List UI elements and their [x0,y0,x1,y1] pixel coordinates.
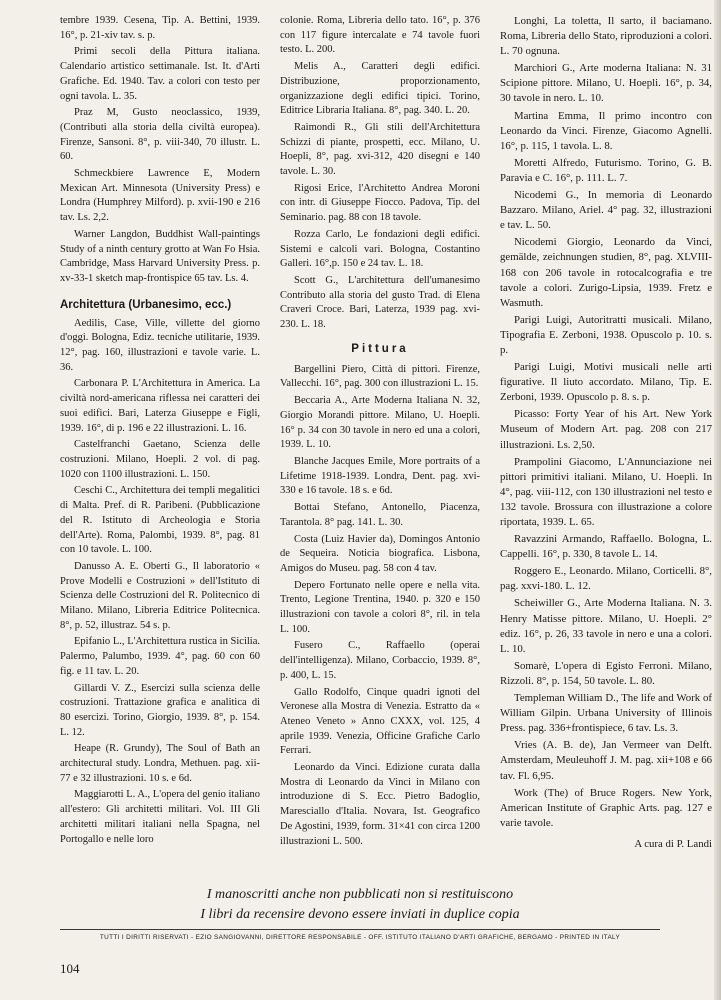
bibliography-entry: Maggiarotti L. A., L'opera del genio italiano all'estero: Gli architetti militari. Vol. III Gli architetti militari italiani nella Spagna, nel Portogallo e nelle loro [60,789,260,845]
bibliography-entry: Scheiwiller G., Arte Moderna Italiana. N. 3. Henry Matisse pittore. Milano, U. Hoepli. 2° ediz. 16°, p. 26, 33 tavole in nero e una a colori. L. 10. [500,597,712,655]
bibliography-entry: Depero Fortunato nelle opere e nella vita. Trento, Legione Trentina, 1940. p. 320 e 150 illustrazioni con tavole a colori 8°, ril. in tela L. 100. [280,579,480,635]
bibliography-entry: Martina Emma, Il primo incontro con Leonardo da Vinci. Firenze, Giacomo Agnelli. 16°, p. 115, 1 tavola. L. 8. [500,109,712,152]
bibliography-entry: Primi secoli della Pittura italiana. Calendario artistico settimanale. Ist. It. d'Arti Grafiche. Ed. 1940. Tav. a colori con testo per ogni tavola. L. 35. [60,46,260,102]
bibliography-entry: Costa (Luiz Havier da), Domingos Antonio de Sequeira. Noticia biografica. Lisbona, Amigos do Museu. pag. 58 con 4 tav. [280,533,480,574]
section-heading: Pittura [351,342,409,355]
bibliography-entry: Ravazzini Armando, Raffaello. Bologna, L. Cappelli. 16°, p. 330, 8 tavole L. 14. [500,533,712,561]
column-right [500,14,712,854]
bibliography-entry: Heape (R. Grundy), The Soul of Bath an architectural study. Londra, Methuen. pag. xii-77 e 32 illustrazioni. 10 s. e 6d. [60,743,260,784]
bibliography-entry: Epifanio L., L'Architettura rustica in Sicilia. Palermo, Palumbo, 1939. 4°, pag. 60 con 60 fig. e 11 tav. L. 20. [60,636,260,677]
editorial-notices [60,885,660,925]
bibliography-entry: Beccaria A., Arte Moderna Italiana N. 32, Giorgio Morandi pittore. Milano, U. Hoepli. 16° p. 34 con 30 tavole in nero ed una a colori, 1939. L. 10. [280,395,480,451]
bibliography-entry: Nicodemi G., In memoria di Leonardo Bazzaro. Milano, Ariel. 4° pag. 32, illustrazioni e tav. L. 50. [500,189,712,232]
bibliography-entry: Prampolini Giacomo, L'Annunciazione nei pittori primitivi italiani. Milano, U. Hoepli. In 4°, pag. viii-112, con 130 illustrazioni nel testo e 132 tavole. Brossura con illustrazione a colore riportata, 1939. L. 65. [500,455,712,528]
bibliography-entry: Parigi Luigi, Motivi musicali nelle arti figurative. Il liuto accordato. Milano, Tip. E. Zerboni, 1939. Opuscolo p. 8. s. p. [500,361,712,404]
bibliography-entry: Raimondi R., Gli stili dell'Architettura Schizzi di piante, prospetti, ecc. Milano, U. Hoepli, 8°, pag. xvi-312, 420 disegni e 140 tavole. L. 30. [280,121,480,178]
bibliography-columns [60,14,712,870]
editor-credit: A cura di P. Landi [634,837,712,850]
bibliography-entry: Picasso: Forty Year of his Art. New York Museum of Modern Art. pag. 208 con 217 illustrazioni. Ls. 2,50. [500,408,712,451]
column-middle [280,14,480,851]
bibliography-entry: Scott G., L'architettura dell'umanesimo Contributo alla storia del gusto Trad. di Elena Craveri Croce. Bari, Laterza, 1939 pag. xvi-230. L. 18. [280,274,480,331]
bibliography-entry: Carbonara P. L'Architettura in America. La civiltà nord-americana riflessa nei caratteri dei suoi edifici. Bari, Laterza Giuseppe e Figli, 1939. 16°, di p. 196 e 22 illustrazioni. L. 16. [60,378,260,434]
page-edge [714,0,721,1000]
bibliography-entry: Warner Langdon, Buddhist Wall-paintings Study of a ninth century grotto at Wan Fo Hsia. Cambridge, Mass Harvard University Press. p. xv-33-1 sketch map-frontispice 65 tav. Ls. 4. [60,228,260,284]
bibliography-entry: Gallo Rodolfo, Cinque quadri ignoti del Veronese alla Mostra di Venezia. Estratto da « Ateneo Veneto » Anno CXXX, vol. 125, 4 aprile 1939. Venezia, Officine Grafiche Carlo Ferrari. [280,686,480,757]
section-heading: Architettura (Urbanesimo, ecc.) [60,298,232,311]
bibliography-entry: tembre 1939. Cesena, Tip. A. Bettini, 1939. 16°, p. 21-xiv tav. s. p. [60,15,260,41]
notice-manuscripts: I manoscritti anche non pubblicati non si restituiscono [206,887,514,902]
bibliography-entry: Bargellini Piero, Città di pittori. Firenze, Vallecchi. 16°, pag. 300 con illustrazioni L. 15. [280,363,480,390]
bibliography-entry: Schmeckbiere Lawrence E, Modern Mexican Art. Minnesota (University Press) e Londra (Humphrey Milford). p. xvii-190 e 216 tav. Ls. 2,2. [60,168,260,224]
bibliography-entry: Castelfranchi Gaetano, Scienza delle costruzioni. Milano, Hoepli. 2 vol. di pag. 1020 con 1100 illustrazioni. L. 150. [60,439,260,480]
bibliography-entry: Danusso A. E. Oberti G., Il laboratorio « Prove Modelli e Costruzioni » dell'Istituto di Scienza delle Costruzioni del R. Politecnico di Milano. Milano, Libreria Editrice Politecnica. 8°, p. 52, illustraz. 54 s. p. [60,560,260,631]
bibliography-entry: Blanche Jacques Emile, More portraits of a Lifetime 1918-1939. Londra, Dent. pag. xvi-330 e 16 tavole. 18 s. e 6d. [280,455,480,497]
bibliography-entry: Parigi Luigi, Autoritratti musicali. Milano, Tipografia E. Zerboni, 1938. Opuscolo p. 10. s. p. [500,313,712,356]
bibliography-entry: Work (The) of Bruce Rogers. New York, American Institute of Graphic Arts. pag. 127 e varie tavole. [500,786,712,829]
notice-review-copies: I libri da recensire devono essere inviati in duplice copia [200,907,520,922]
bibliography-entry: Moretti Alfredo, Futurismo. Torino, G. B. Paravia e C. 16°, p. 111. L. 7. [500,156,712,184]
bibliography-entry: Roggero E., Leonardo. Milano, Corticelli. 8°, pag. xxvi-180. L. 12. [500,565,712,593]
column-left [60,14,260,849]
page-number: 104 [60,961,80,976]
bibliography-entry: Aedilis, Case, Ville, villette del giorno d'oggi. Bologna, Ediz. tecniche utilitarie, 1939. 12°, pag. 160, illustrazioni e tavole varie. L. 36. [60,317,260,373]
bibliography-entry: Ceschi C., Architettura dei templi megalitici di Malta. Pref. di R. Paribeni. (Pubblicazione del R. Istituto di Archeologia e Storia dell'Arte). Roma, Palombi, 1939. 8°, pag. 81 con 10 tavole. L. 100. [60,485,260,556]
bibliography-entry: colonie. Roma, Libreria dello tato. 16°, p. 376 con 117 figure intercalate e 74 tavole fuori testo. L. 200. [280,15,480,56]
bibliography-entry: Templeman William D., The life and Work of William Gilpin. Urbana University of Illinois Press. pag. 336+frontispiece, 6 tav. Ls. 3. [500,692,712,735]
bibliography-entry: Rozza Carlo, Le fondazioni degli edifici. Sistemi e calcoli vari. Bologna, Costantino Galleri. 16°,p. 150 e 24 tav. L. 18. [280,228,480,270]
footer-rule [60,929,660,930]
bibliography-entry: Vries (A. B. de), Jan Vermeer van Delft. Amsterdam, Meuleuhoff J. M. pag. xii+108 e 66 tav. Fl. 6,95. [500,739,712,782]
bibliography-entry: Leonardo da Vinci. Edizione curata dalla Mostra di Leonardo da Vinci in Milano con introduzione di S. Ecc. Pietro Badoglio, Maresciallo d'Italia. Novara, Ist. Geografico De Agostini, 1939, form. 31×41 con circa 1200 illustrazioni L. 500. [280,762,480,847]
rights-line: TUTTI I DIRITTI RISERVATI - EZIO SANGIOVANNI, DIRETTORE RESPONSABILE - OFF. ISTITUTO ITALIANO D'ARTI GRAFICHE, BERGAMO - PRINTED IN ITALY [99,934,621,941]
bibliography-entry: Melis A., Caratteri degli edifici. Distribuzione, proporzionamento, organizzazione degli edifici tipici. Torino, Editrice Libraria Italiana. 8°, pag. 340. L. 20. [280,61,480,117]
bibliography-entry: Praz M, Gusto neoclassico, 1939, (Contributi alla storia della civiltà europea). Firenze, Sansoni. 8°, p. viii-340, 70 illustr. L. 60. [60,107,260,163]
bibliography-entry: Bottai Stefano, Antonello, Piacenza, Tarantola. 8° pag. 141. L. 30. [280,502,480,528]
bibliography-entry: Somarè, L'opera di Egisto Ferroni. Milano, Rizzoli. 8°, p. 154, 50 tavole. L. 80. [500,659,712,687]
bibliography-entry: Nicodemi Giorgio, Leonardo da Vinci, gemälde, zeichnungen studien, 8°, pag. XLVIII-168 con 206 tavole in rotocalcografia e tre tavole a colori. Zurigo-Lipsia, 1939. Fretz e Wasmuth. [500,236,712,309]
bibliography-entry: Longhi, La toletta, Il sarto, il baciamano. Roma, Libreria dello Stato, riproduzioni a colori. L. 70 ognuna. [500,15,712,58]
bibliography-entry: Fusero C., Raffaello (operai dell'intelligenza). Milano, Corbaccio, 1939. 8°, p. 400, L. 15. [280,640,480,681]
bibliography-entry: Marchiori G., Arte moderna Italiana: N. 31 Scipione pittore. Milano, U. Hoepli. 16°, p. 34, 30 tavole in nero. L. 10. [500,62,712,105]
bibliography-entry: Gillardi V. Z., Esercizi sulla scienza delle costruzioni. Trattazione grafica e analitica di 80 esercizi. Torino, Giorgio, 1939. 8°, p. 154. L. 12. [60,682,260,738]
bibliography-entry: Rigosi Erice, l'Architetto Andrea Moroni con intr. di Giuseppe Fiocco. Padova, Tip. del Seminario. pag. 88 con 18 tavole. [280,182,480,224]
